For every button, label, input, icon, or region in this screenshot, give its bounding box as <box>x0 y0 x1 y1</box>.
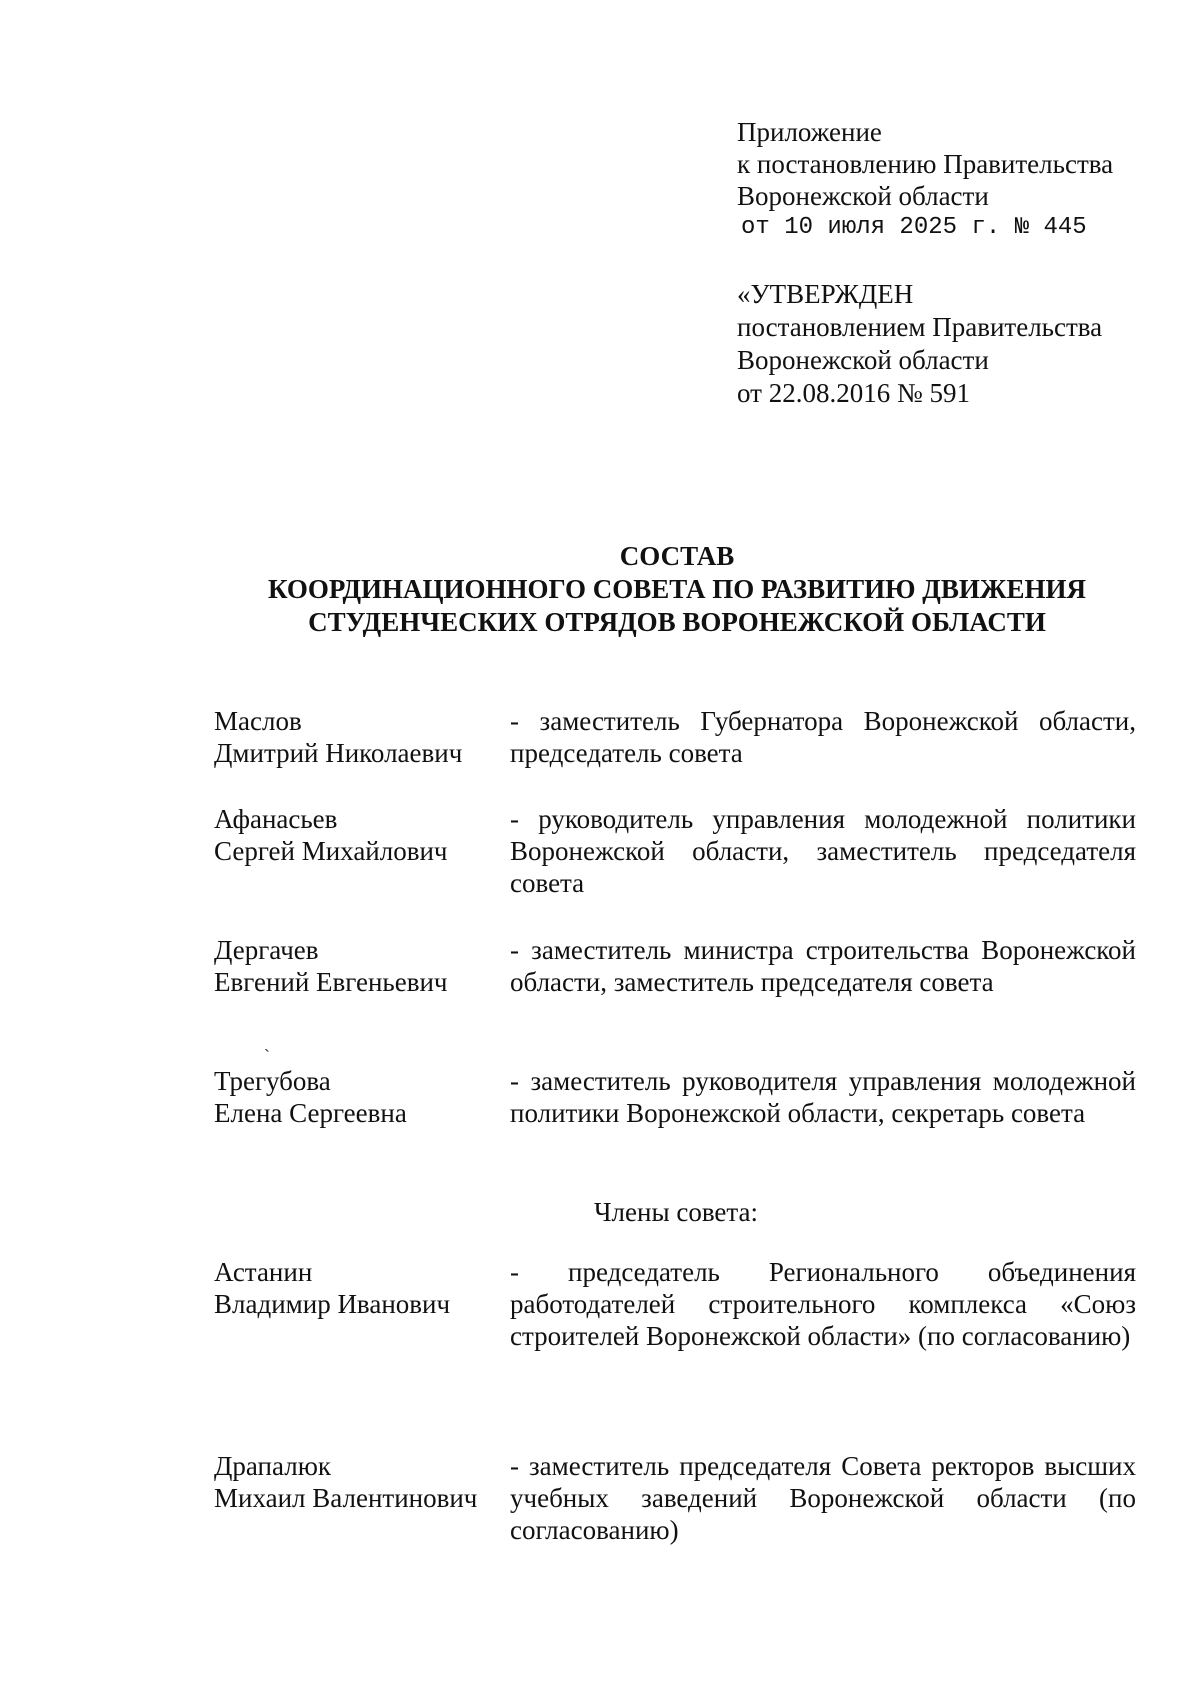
appendix-line: Приложение <box>737 117 882 147</box>
member-row <box>214 803 1136 899</box>
approved-block <box>737 278 1102 410</box>
member-role: - заместитель руководителя управления молодежной политики Воронежской области, секретарь совета <box>510 1066 1136 1128</box>
member-role: - заместитель министра строительства Воронежской области, заместитель председателя совета <box>510 935 1136 997</box>
member-surname: Дергачев <box>214 935 319 965</box>
member-row <box>214 705 1136 769</box>
scan-speck: ˏ <box>264 1032 270 1052</box>
appendix-block <box>737 116 1113 244</box>
member-name <box>214 1450 510 1546</box>
member-name <box>214 705 510 769</box>
member-row <box>214 1256 1136 1352</box>
appendix-line: к постановлению Правительства <box>737 149 1114 179</box>
member-role: - руководитель управления молодежной политики Воронежской области, заместитель председателя совета <box>510 804 1136 898</box>
member-given-names: Сергей Михайлович <box>214 836 448 866</box>
member-given-names: Владимир Иванович <box>214 1289 451 1319</box>
member-surname: Афанасьев <box>214 804 338 834</box>
member-role: - заместитель Губернатора Воронежской области, председатель совета <box>510 706 1136 768</box>
member-surname: Драпалюк <box>214 1451 331 1481</box>
document-title <box>0 540 1200 639</box>
appendix-line: Воронежской области <box>737 181 989 211</box>
members-heading: Члены совета: <box>594 1197 759 1227</box>
member-name <box>214 934 510 998</box>
title-line: КООРДИНАЦИОННОГО СОВЕТА ПО РАЗВИТИЮ ДВИЖЕНИЯ <box>267 574 1087 604</box>
member-name <box>214 1065 510 1129</box>
title-line: СОСТАВ <box>619 541 735 571</box>
member-name <box>214 803 510 899</box>
member-role: - заместитель председателя Совета ректоров высших учебных заведений Воронежской области (по согласованию) <box>510 1451 1136 1545</box>
member-surname: Маслов <box>214 706 302 736</box>
member-row <box>214 1450 1136 1546</box>
approved-line: «УТВЕРЖДЕН <box>737 279 914 309</box>
member-surname: Астанин <box>214 1257 313 1287</box>
member-role: - председатель Регионального объединения работодателей строительного комплекса «Союз строителей Воронежской области» (по согласованию) <box>510 1257 1136 1351</box>
appendix-date-number: от 10 июля 2025 г. № 445 <box>741 214 1087 241</box>
member-row <box>214 1065 1136 1129</box>
member-given-names: Елена Сергеевна <box>214 1098 407 1128</box>
member-name <box>214 1256 510 1352</box>
approved-date-number: от 22.08.2016 № 591 <box>737 378 970 408</box>
title-line: СТУДЕНЧЕСКИХ ОТРЯДОВ ВОРОНЕЖСКОЙ ОБЛАСТИ <box>308 607 1046 637</box>
approved-line: постановлением Правительства <box>737 312 1103 342</box>
member-given-names: Дмитрий Николаевич <box>214 738 463 768</box>
member-row <box>214 934 1136 998</box>
member-given-names: Евгений Евгеньевич <box>214 967 448 997</box>
member-given-names: Михаил Валентинович <box>214 1483 478 1513</box>
approved-line: Воронежской области <box>737 345 989 375</box>
member-surname: Трегубова <box>214 1066 331 1096</box>
